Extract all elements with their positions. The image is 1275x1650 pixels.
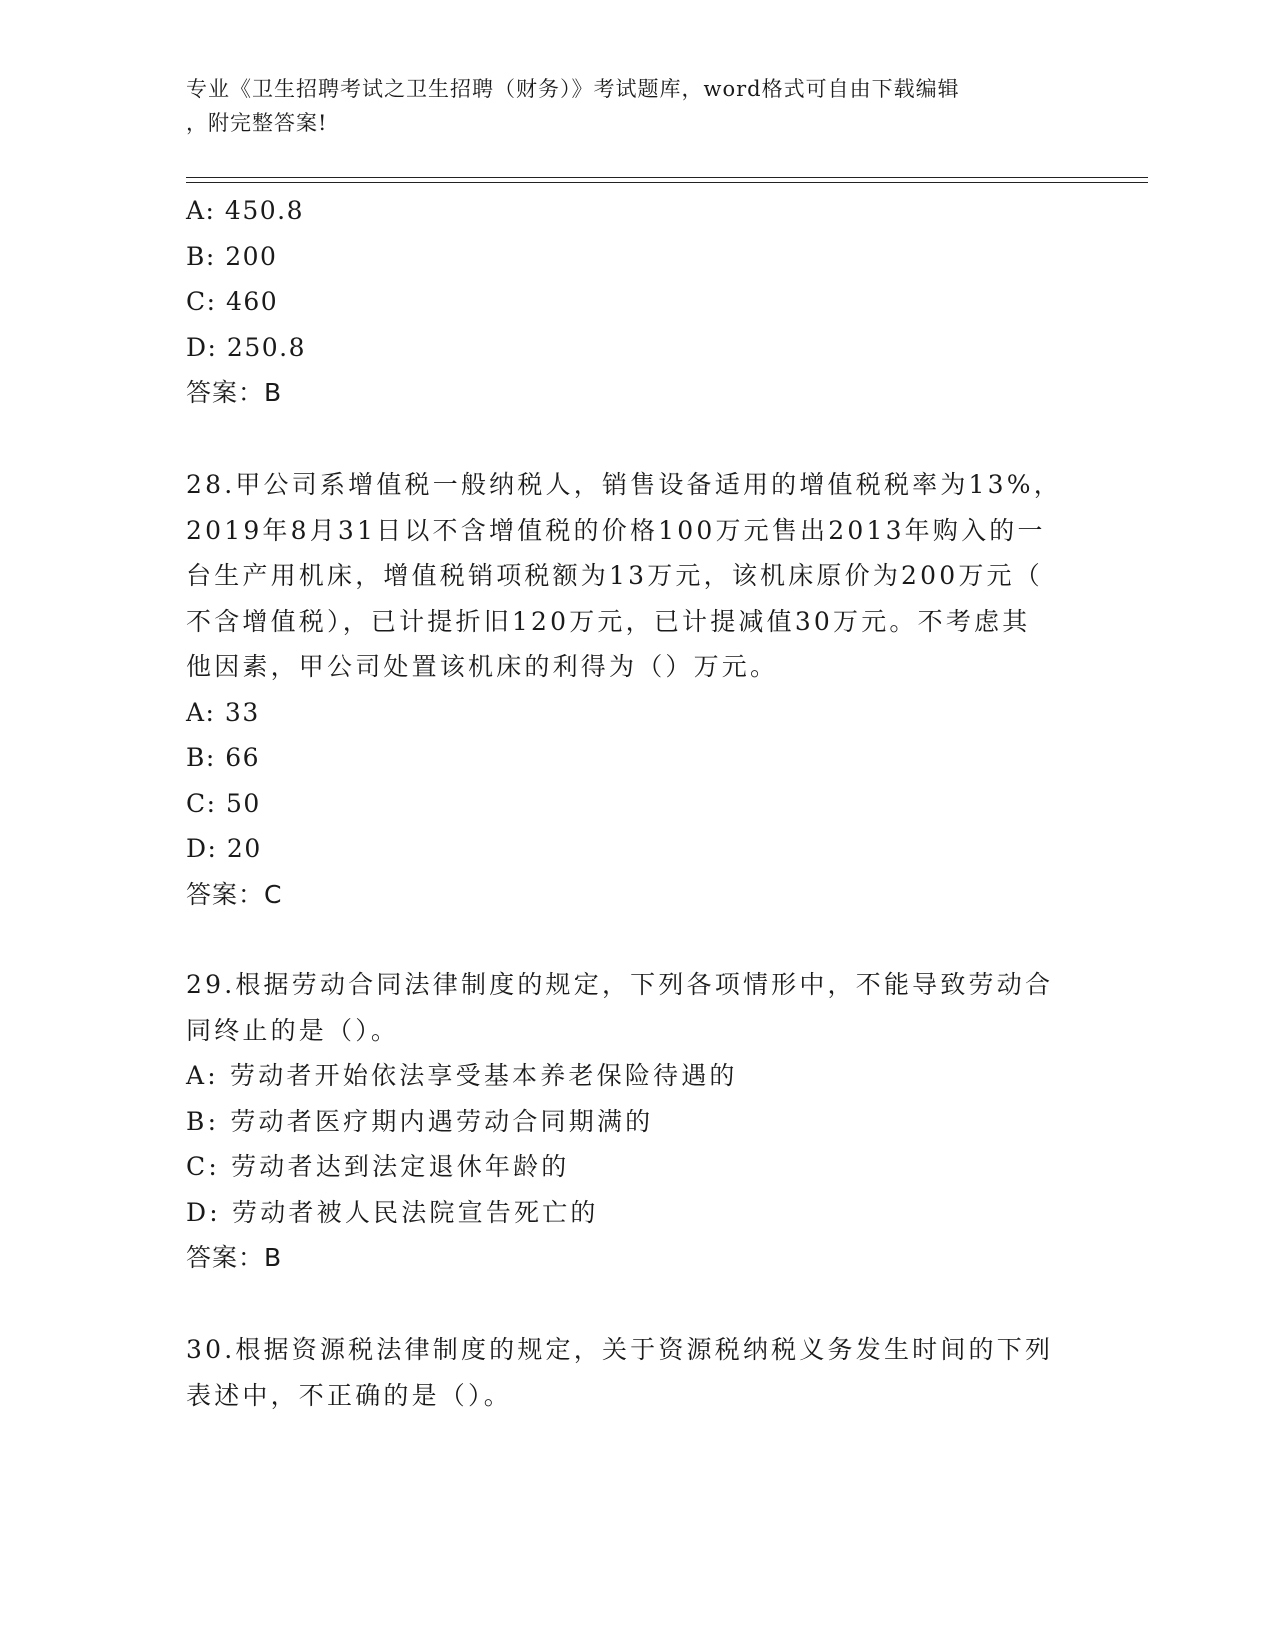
header-line-2: ，附完整答案! <box>186 111 328 135</box>
question-text-line: 他因素，甲公司处置该机床的利得为（）万元。 <box>186 652 779 681</box>
answer-line: 答案：B <box>186 1243 283 1272</box>
question-text-line: 2019年8月31日以不含增值税的价格100万元售出2013年购入的一 <box>186 515 1046 545</box>
option-a: A: 33 <box>186 697 260 727</box>
header-line-1: 专业《卫生招聘考试之卫生招聘（财务）》考试题库，word格式可自由下载编辑 <box>186 77 960 101</box>
option-b: B: 200 <box>186 241 278 271</box>
option-b: B: 劳动者医疗期内遇劳动合同期满的 <box>186 1106 654 1136</box>
document-header <box>186 72 1066 140</box>
question-text-line: 台生产用机床，增值税销项税额为13万元，该机床原价为200万元（ <box>186 561 1043 590</box>
option-a: A: 劳动者开始依法享受基本养老保险待遇的 <box>186 1061 738 1090</box>
question-text-line: 不含增值税），已计提折旧120万元，已计提减值30万元。不考虑其 <box>186 606 1031 636</box>
option-c: C: 劳动者达到法定退休年龄的 <box>186 1152 570 1181</box>
option-a: A: 450.8 <box>186 196 304 225</box>
option-c: C: 50 <box>186 788 261 818</box>
question-text-line: 29.根据劳动合同法律制度的规定，下列各项情形中，不能导致劳动合 <box>186 970 1054 999</box>
option-c: C: 460 <box>186 287 279 316</box>
option-d: D: 250.8 <box>186 332 306 362</box>
question-27-block <box>186 188 1086 416</box>
question-text-line: 同终止的是（）。 <box>186 1015 400 1045</box>
answer-line: 答案：C <box>186 879 283 909</box>
question-29-block <box>186 962 1086 1281</box>
option-d: D: 20 <box>186 834 262 863</box>
question-30-block <box>186 1327 1086 1418</box>
question-text-line: 28.甲公司系增值税一般纳税人，销售设备适用的增值税税率为13%， <box>186 470 1062 499</box>
option-b: B: 66 <box>186 743 261 772</box>
question-text-line: 30.根据资源税法律制度的规定，关于资源税纳税义务发生时间的下列 <box>186 1335 1054 1364</box>
question-28-block <box>186 462 1086 917</box>
header-divider-bottom <box>186 182 1148 183</box>
question-text-line: 表述中，不正确的是（）。 <box>186 1380 512 1410</box>
option-d: D: 劳动者被人民法院宣告死亡的 <box>186 1197 599 1227</box>
header-divider-top <box>186 177 1148 178</box>
answer-line: 答案：B <box>186 378 283 407</box>
